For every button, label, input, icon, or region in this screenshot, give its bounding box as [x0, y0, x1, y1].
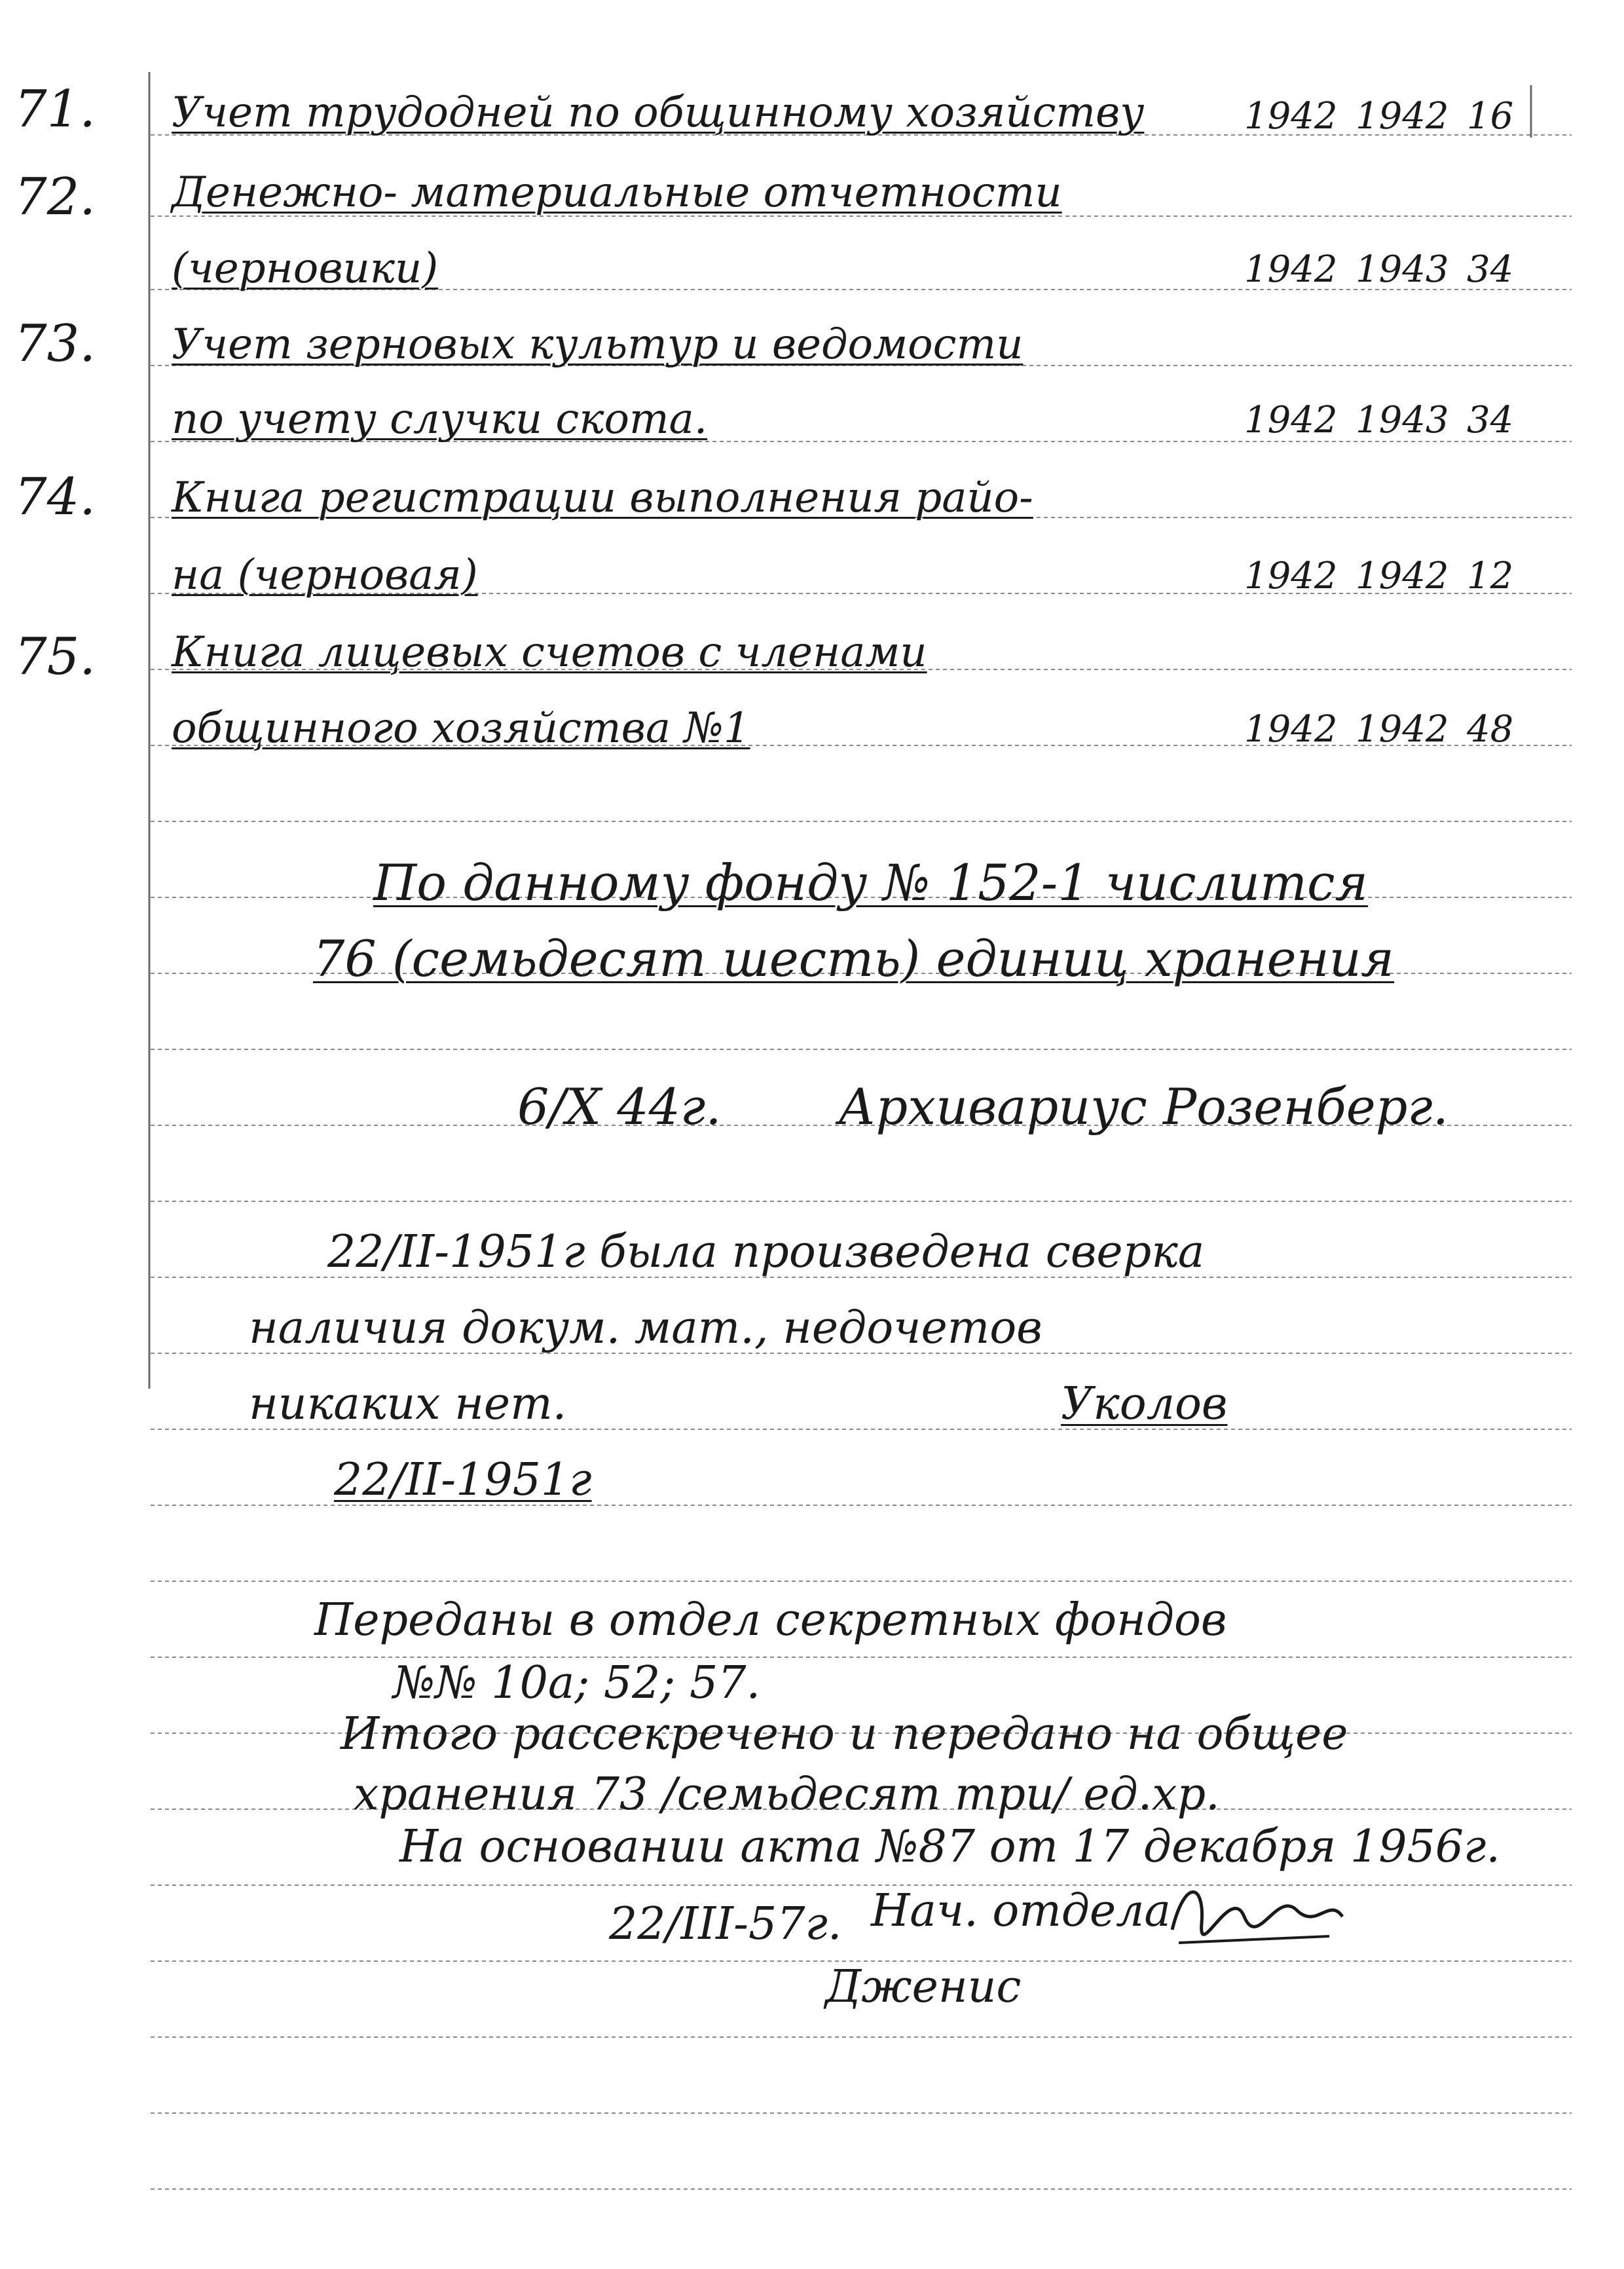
- entry-sheet-count: 12: [1467, 555, 1514, 597]
- transfer-note-line-4: хранения 73 /семьдесят три/ ед.хр.: [354, 1769, 1220, 1820]
- check-note-signature: Уколов: [1061, 1378, 1228, 1430]
- entry-number: 74.: [14, 468, 96, 527]
- transfer-note-line-3: Итого рассекречено и передано на общее: [341, 1708, 1348, 1760]
- entry-start-year: 1942: [1244, 399, 1338, 441]
- entry-title: Книга регистрации выполнения райо-: [172, 474, 1033, 522]
- transfer-note-line-5: На основании акта №87 от 17 декабря 1956г.: [399, 1821, 1500, 1873]
- entry-title: Книга лицевых счетов с членами: [172, 628, 927, 677]
- entry-end-year: 1942: [1356, 708, 1449, 751]
- summary-line-2: 76 (семьдесят шесть) единиц хранения: [313, 929, 1394, 988]
- transfer-note-signature: Дженис: [825, 1961, 1022, 2013]
- entry-title: Учет зерновых культур и ведомости: [172, 320, 1024, 369]
- entry-number: 71.: [14, 80, 96, 139]
- entry-number: 75.: [14, 628, 96, 686]
- entry-sheet-count: 34: [1467, 248, 1514, 291]
- entry-sheet-count: 48: [1467, 708, 1514, 751]
- entry-end-year: 1943: [1356, 248, 1449, 291]
- entry-sheet-count: 34: [1467, 399, 1514, 441]
- archivist-label: Архивариус Розенберг.: [838, 1078, 1449, 1136]
- entry-sheet-count: 16: [1467, 95, 1514, 138]
- entry-title-continued: на (черновая): [172, 551, 478, 599]
- transfer-note-line-1: Переданы в отдел секретных фондов: [314, 1594, 1227, 1646]
- transfer-note-line-2: №№ 10а; 52; 57.: [393, 1657, 761, 1709]
- check-note-date: 22/II-1951г: [334, 1454, 592, 1506]
- check-note-line-2: наличия докум. мат., недочетов: [249, 1302, 1043, 1354]
- entry-start-year: 1942: [1244, 248, 1338, 291]
- entry-start-year: 1942: [1244, 708, 1338, 751]
- check-note-line-3: никаких нет.: [249, 1378, 567, 1430]
- entry-end-year: 1943: [1356, 399, 1449, 441]
- entry-start-year: 1942: [1244, 95, 1338, 138]
- entry-end-year: 1942: [1356, 95, 1449, 138]
- entry-title-continued: (черновики): [172, 244, 439, 293]
- entry-title-continued: по учету случки скота.: [172, 395, 708, 443]
- entry-title: Учет трудодней по общинному хозяйству: [172, 88, 1145, 137]
- entry-title: Денежно- материальные отчетности: [172, 168, 1062, 217]
- archivist-date: 6/X 44г.: [517, 1078, 722, 1136]
- entry-number: 73.: [14, 314, 96, 373]
- entry-number: 72.: [14, 168, 96, 227]
- check-note-line-1: 22/II-1951г была произведена сверка: [327, 1226, 1205, 1278]
- summary-line-1: По данному фонду № 152-1 числится: [373, 853, 1368, 912]
- entry-title-continued: общинного хозяйства №1: [172, 704, 750, 753]
- transfer-note-date: 22/III-57г.: [609, 1898, 842, 1950]
- entry-end-year: 1942: [1356, 555, 1449, 597]
- department-head-label: Нач. отдела: [871, 1885, 1171, 1937]
- department-head-signature-scribble: [1166, 1871, 1349, 1956]
- entry-start-year: 1942: [1244, 555, 1338, 597]
